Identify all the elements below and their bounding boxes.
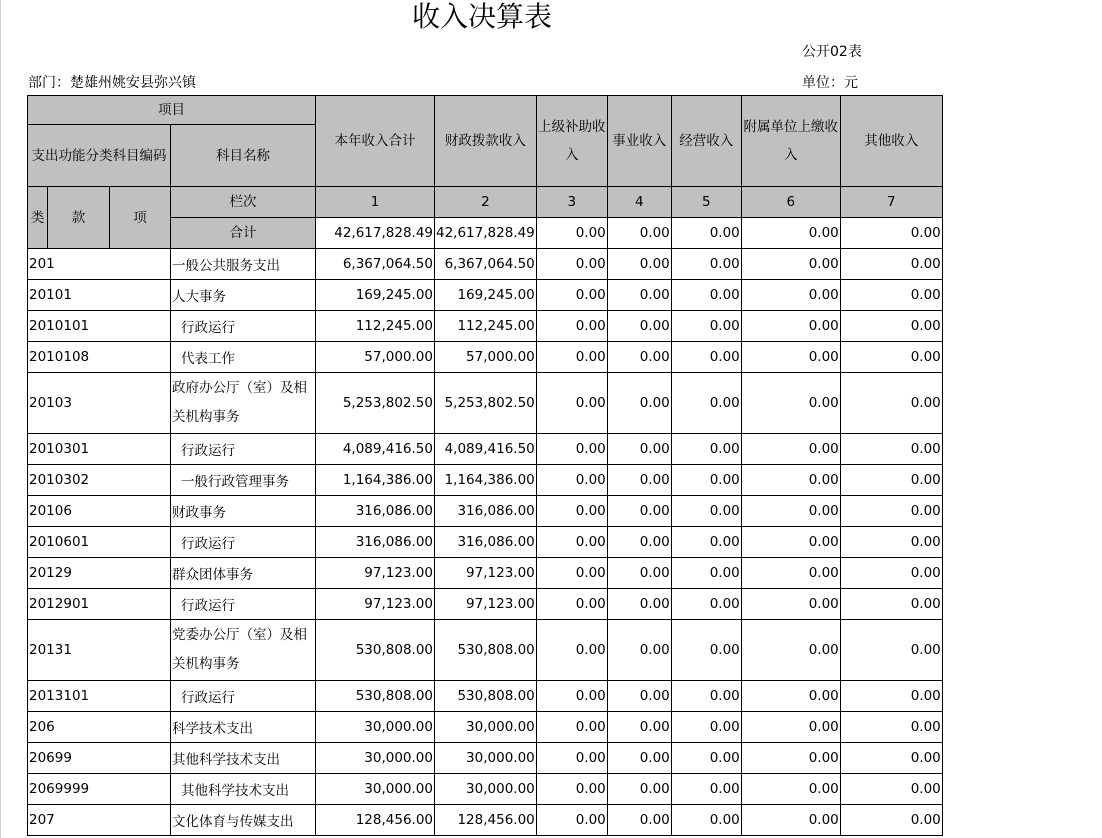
amount-cell: 0.00 bbox=[536, 743, 607, 774]
subject-name: 行政运行 bbox=[171, 589, 316, 620]
amount-cell: 0.00 bbox=[741, 527, 840, 558]
header-col-no: 栏次 bbox=[171, 187, 316, 218]
amount-cell: 30,000.00 bbox=[435, 743, 537, 774]
amount-cell: 0.00 bbox=[607, 373, 671, 434]
amount-cell: 169,245.00 bbox=[316, 280, 435, 311]
amount-cell: 0.00 bbox=[741, 774, 840, 805]
col-number-2: 2 bbox=[435, 187, 537, 218]
amount-cell: 530,808.00 bbox=[435, 681, 537, 712]
subject-name: 行政运行 bbox=[171, 311, 316, 342]
amount-cell: 530,808.00 bbox=[316, 620, 435, 681]
subject-code: 20106 bbox=[28, 496, 171, 527]
amount-cell: 0.00 bbox=[840, 589, 942, 620]
col-number-1: 1 bbox=[316, 187, 435, 218]
amount-cell: 0.00 bbox=[741, 712, 840, 743]
amount-cell: 4,089,416.50 bbox=[435, 434, 537, 465]
subject-code: 20131 bbox=[28, 620, 171, 681]
amount-cell: 0.00 bbox=[741, 373, 840, 434]
amount-cell: 0.00 bbox=[607, 434, 671, 465]
header-col-1: 本年收入合计 bbox=[316, 96, 435, 187]
amount-cell: 0.00 bbox=[840, 774, 942, 805]
amount-cell: 0.00 bbox=[607, 342, 671, 373]
amount-cell: 0.00 bbox=[741, 311, 840, 342]
subject-code: 201 bbox=[28, 249, 171, 280]
subject-name: 其他科学技术支出 bbox=[171, 743, 316, 774]
amount-cell: 0.00 bbox=[840, 712, 942, 743]
subject-name: 行政运行 bbox=[171, 527, 316, 558]
amount-cell: 0.00 bbox=[536, 589, 607, 620]
total-value-6: 0.00 bbox=[741, 218, 840, 249]
amount-cell: 0.00 bbox=[741, 249, 840, 280]
amount-cell: 0.00 bbox=[840, 496, 942, 527]
table-row bbox=[28, 620, 943, 681]
amount-cell: 0.00 bbox=[741, 681, 840, 712]
total-value-1: 42,617,828.49 bbox=[316, 218, 435, 249]
amount-cell: 0.00 bbox=[840, 620, 942, 681]
amount-cell: 0.00 bbox=[607, 280, 671, 311]
amount-cell: 0.00 bbox=[840, 805, 942, 836]
amount-cell: 0.00 bbox=[536, 620, 607, 681]
amount-cell: 169,245.00 bbox=[435, 280, 537, 311]
amount-cell: 316,086.00 bbox=[316, 527, 435, 558]
amount-cell: 0.00 bbox=[536, 774, 607, 805]
amount-cell: 97,123.00 bbox=[435, 558, 537, 589]
header-func-code: 支出功能分类科目编码 bbox=[28, 125, 171, 187]
amount-cell: 128,456.00 bbox=[316, 805, 435, 836]
amount-cell: 0.00 bbox=[741, 620, 840, 681]
col-number-5: 5 bbox=[671, 187, 741, 218]
amount-cell: 0.00 bbox=[536, 342, 607, 373]
amount-cell: 57,000.00 bbox=[435, 342, 537, 373]
header-kuan: 款 bbox=[48, 187, 110, 249]
amount-cell: 0.00 bbox=[607, 620, 671, 681]
col-number-6: 6 bbox=[741, 187, 840, 218]
amount-cell: 0.00 bbox=[840, 558, 942, 589]
amount-cell: 0.00 bbox=[840, 342, 942, 373]
amount-cell: 0.00 bbox=[607, 743, 671, 774]
amount-cell: 0.00 bbox=[840, 249, 942, 280]
subject-name: 群众团体事务 bbox=[171, 558, 316, 589]
subject-name: 行政运行 bbox=[171, 681, 316, 712]
amount-cell: 0.00 bbox=[671, 496, 741, 527]
header-subject-name: 科目名称 bbox=[171, 125, 316, 187]
amount-cell: 0.00 bbox=[536, 249, 607, 280]
amount-cell: 0.00 bbox=[607, 681, 671, 712]
amount-cell: 97,123.00 bbox=[316, 558, 435, 589]
amount-cell: 0.00 bbox=[741, 342, 840, 373]
subject-name: 财政事务 bbox=[171, 496, 316, 527]
table-row bbox=[28, 589, 943, 620]
subject-code: 20101 bbox=[28, 280, 171, 311]
department-label: 部门：楚雄州姚安县弥兴镇 bbox=[28, 75, 196, 91]
subject-name: 代表工作 bbox=[171, 342, 316, 373]
amount-cell: 0.00 bbox=[671, 743, 741, 774]
subject-name: 文化体育与传媒支出 bbox=[171, 805, 316, 836]
amount-cell: 0.00 bbox=[671, 249, 741, 280]
col-number-4: 4 bbox=[607, 187, 671, 218]
table-row bbox=[28, 527, 943, 558]
amount-cell: 0.00 bbox=[671, 589, 741, 620]
subject-code: 2069999 bbox=[28, 774, 171, 805]
subject-name: 人大事务 bbox=[171, 280, 316, 311]
amount-cell: 0.00 bbox=[840, 373, 942, 434]
amount-cell: 30,000.00 bbox=[316, 774, 435, 805]
subject-name: 一般行政管理事务 bbox=[171, 465, 316, 496]
amount-cell: 0.00 bbox=[536, 681, 607, 712]
amount-cell: 30,000.00 bbox=[435, 774, 537, 805]
col-number-3: 3 bbox=[536, 187, 607, 218]
subject-code: 2012901 bbox=[28, 589, 171, 620]
amount-cell: 0.00 bbox=[671, 620, 741, 681]
amount-cell: 316,086.00 bbox=[316, 496, 435, 527]
table-row bbox=[28, 280, 943, 311]
amount-cell: 30,000.00 bbox=[316, 712, 435, 743]
amount-cell: 0.00 bbox=[840, 465, 942, 496]
amount-cell: 0.00 bbox=[840, 280, 942, 311]
amount-cell: 0.00 bbox=[840, 681, 942, 712]
amount-cell: 0.00 bbox=[536, 373, 607, 434]
page-title: 收入决算表 bbox=[411, 0, 552, 33]
table-row bbox=[28, 249, 943, 280]
total-value-4: 0.00 bbox=[607, 218, 671, 249]
header-item: 项目 bbox=[28, 96, 316, 125]
amount-cell: 316,086.00 bbox=[435, 496, 537, 527]
amount-cell: 0.00 bbox=[536, 434, 607, 465]
table-row bbox=[28, 774, 943, 805]
amount-cell: 0.00 bbox=[671, 681, 741, 712]
amount-cell: 1,164,386.00 bbox=[435, 465, 537, 496]
header-col-7: 其他收入 bbox=[840, 96, 942, 187]
table-row bbox=[28, 434, 943, 465]
subject-name: 党委办公厅（室）及相关机构事务 bbox=[171, 620, 316, 681]
header-col-4: 事业收入 bbox=[607, 96, 671, 187]
amount-cell: 0.00 bbox=[536, 280, 607, 311]
amount-cell: 0.00 bbox=[607, 496, 671, 527]
subject-name: 其他科学技术支出 bbox=[171, 774, 316, 805]
amount-cell: 0.00 bbox=[840, 434, 942, 465]
amount-cell: 530,808.00 bbox=[435, 620, 537, 681]
amount-cell: 0.00 bbox=[607, 712, 671, 743]
amount-cell: 0.00 bbox=[671, 373, 741, 434]
amount-cell: 0.00 bbox=[671, 342, 741, 373]
amount-cell: 0.00 bbox=[536, 311, 607, 342]
amount-cell: 4,089,416.50 bbox=[316, 434, 435, 465]
amount-cell: 0.00 bbox=[607, 774, 671, 805]
amount-cell: 0.00 bbox=[840, 527, 942, 558]
page-left-border bbox=[0, 0, 1, 838]
table-row bbox=[28, 681, 943, 712]
amount-cell: 0.00 bbox=[671, 527, 741, 558]
amount-cell: 0.00 bbox=[536, 527, 607, 558]
amount-cell: 0.00 bbox=[607, 311, 671, 342]
unit-label: 单位：元 bbox=[802, 75, 858, 91]
amount-cell: 530,808.00 bbox=[316, 681, 435, 712]
income-final-account-table bbox=[27, 95, 943, 836]
amount-cell: 0.00 bbox=[607, 558, 671, 589]
table-row bbox=[28, 342, 943, 373]
subject-code: 207 bbox=[28, 805, 171, 836]
amount-cell: 97,123.00 bbox=[316, 589, 435, 620]
amount-cell: 128,456.00 bbox=[435, 805, 537, 836]
header-lei: 类 bbox=[28, 187, 48, 249]
amount-cell: 0.00 bbox=[607, 527, 671, 558]
amount-cell: 6,367,064.50 bbox=[435, 249, 537, 280]
total-value-5: 0.00 bbox=[671, 218, 741, 249]
subject-name: 科学技术支出 bbox=[171, 712, 316, 743]
amount-cell: 0.00 bbox=[671, 558, 741, 589]
amount-cell: 0.00 bbox=[671, 774, 741, 805]
amount-cell: 0.00 bbox=[671, 280, 741, 311]
subject-code: 20699 bbox=[28, 743, 171, 774]
table-row bbox=[28, 743, 943, 774]
amount-cell: 0.00 bbox=[741, 743, 840, 774]
header-col-6: 附属单位上缴收入 bbox=[741, 96, 840, 187]
table-row bbox=[28, 373, 943, 434]
amount-cell: 0.00 bbox=[741, 280, 840, 311]
table-row bbox=[28, 805, 943, 836]
amount-cell: 112,245.00 bbox=[435, 311, 537, 342]
amount-cell: 0.00 bbox=[671, 311, 741, 342]
amount-cell: 0.00 bbox=[536, 805, 607, 836]
amount-cell: 0.00 bbox=[671, 712, 741, 743]
amount-cell: 0.00 bbox=[607, 465, 671, 496]
subject-code: 2010108 bbox=[28, 342, 171, 373]
amount-cell: 316,086.00 bbox=[435, 527, 537, 558]
total-value-7: 0.00 bbox=[840, 218, 942, 249]
amount-cell: 0.00 bbox=[741, 589, 840, 620]
header-col-3: 上级补助收入 bbox=[536, 96, 607, 187]
subject-code: 206 bbox=[28, 712, 171, 743]
table-row bbox=[28, 311, 943, 342]
table-row bbox=[28, 496, 943, 527]
amount-cell: 0.00 bbox=[741, 496, 840, 527]
amount-cell: 30,000.00 bbox=[435, 712, 537, 743]
amount-cell: 0.00 bbox=[741, 805, 840, 836]
total-value-3: 0.00 bbox=[536, 218, 607, 249]
header-xiang: 项 bbox=[110, 187, 171, 249]
header-col-5: 经营收入 bbox=[671, 96, 741, 187]
amount-cell: 0.00 bbox=[607, 589, 671, 620]
amount-cell: 0.00 bbox=[671, 805, 741, 836]
table-row bbox=[28, 558, 943, 589]
header-col-2: 财政拨款收入 bbox=[435, 96, 537, 187]
amount-cell: 5,253,802.50 bbox=[435, 373, 537, 434]
subject-name: 一般公共服务支出 bbox=[171, 249, 316, 280]
table-row bbox=[28, 465, 943, 496]
amount-cell: 0.00 bbox=[536, 496, 607, 527]
total-value-2: 42,617,828.49 bbox=[435, 218, 537, 249]
subject-code: 2010301 bbox=[28, 434, 171, 465]
subject-code: 20129 bbox=[28, 558, 171, 589]
amount-cell: 0.00 bbox=[536, 712, 607, 743]
subject-name: 政府办公厅（室）及相关机构事务 bbox=[171, 373, 316, 434]
subject-code: 2010302 bbox=[28, 465, 171, 496]
amount-cell: 0.00 bbox=[607, 805, 671, 836]
amount-cell: 0.00 bbox=[607, 249, 671, 280]
total-label: 合计 bbox=[171, 218, 316, 249]
subject-code: 2013101 bbox=[28, 681, 171, 712]
subject-code: 2010101 bbox=[28, 311, 171, 342]
amount-cell: 0.00 bbox=[741, 465, 840, 496]
amount-cell: 0.00 bbox=[741, 558, 840, 589]
amount-cell: 0.00 bbox=[840, 311, 942, 342]
form-number: 公开02表 bbox=[802, 44, 862, 60]
amount-cell: 0.00 bbox=[671, 465, 741, 496]
amount-cell: 1,164,386.00 bbox=[316, 465, 435, 496]
amount-cell: 97,123.00 bbox=[435, 589, 537, 620]
amount-cell: 5,253,802.50 bbox=[316, 373, 435, 434]
col-number-7: 7 bbox=[840, 187, 942, 218]
subject-code: 20103 bbox=[28, 373, 171, 434]
amount-cell: 0.00 bbox=[536, 558, 607, 589]
amount-cell: 0.00 bbox=[671, 434, 741, 465]
amount-cell: 0.00 bbox=[741, 434, 840, 465]
amount-cell: 0.00 bbox=[840, 743, 942, 774]
amount-cell: 6,367,064.50 bbox=[316, 249, 435, 280]
amount-cell: 112,245.00 bbox=[316, 311, 435, 342]
amount-cell: 0.00 bbox=[536, 465, 607, 496]
amount-cell: 30,000.00 bbox=[316, 743, 435, 774]
subject-name: 行政运行 bbox=[171, 434, 316, 465]
subject-code: 2010601 bbox=[28, 527, 171, 558]
amount-cell: 57,000.00 bbox=[316, 342, 435, 373]
table-row bbox=[28, 712, 943, 743]
